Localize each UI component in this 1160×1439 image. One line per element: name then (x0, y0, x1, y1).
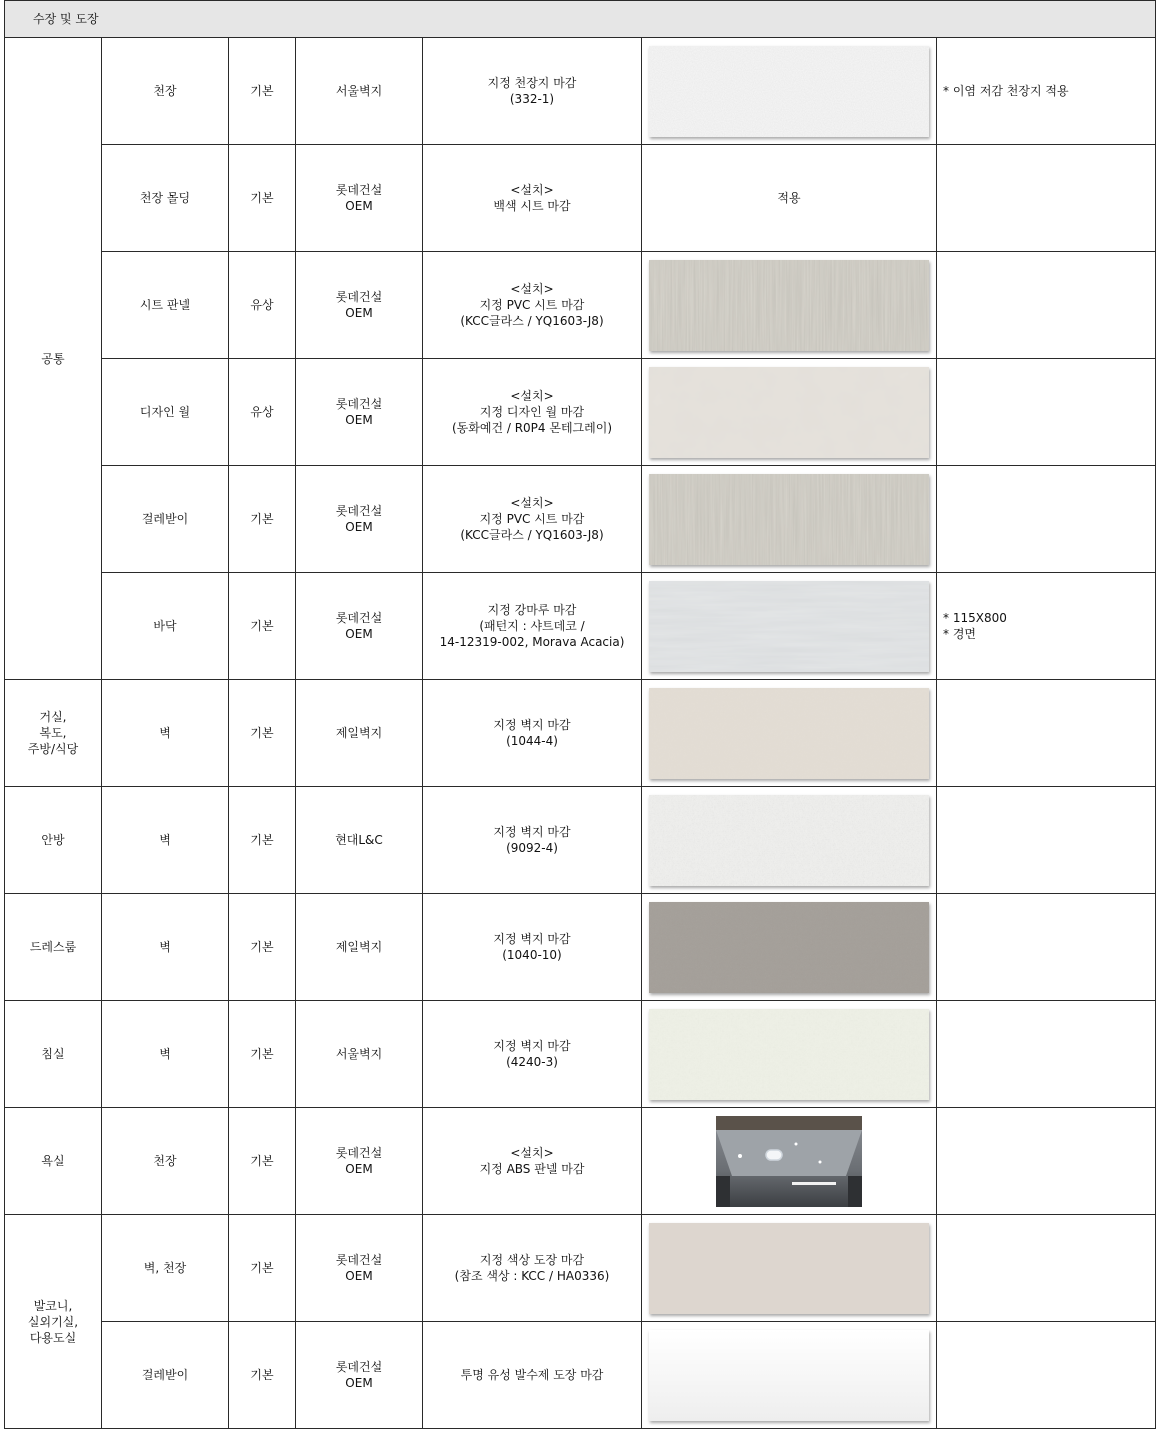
swatch-cell (642, 680, 937, 787)
table-row (5, 894, 1156, 1001)
type-cell: 기본 (229, 1215, 296, 1322)
area-cell: 거실, 복도, 주방/식당 (5, 680, 102, 787)
note-cell (937, 894, 1156, 1001)
swatch-cell (642, 1001, 937, 1108)
item-cell: 걸레받이 (102, 466, 229, 573)
swatch-cell (642, 573, 937, 680)
swatch-cell (642, 38, 937, 145)
maker-cell: 제일벽지 (296, 894, 423, 1001)
swatch-cell (642, 466, 937, 573)
maker-cell: 롯데건설 OEM (296, 359, 423, 466)
note-cell: * 이염 저감 천장지 적용 (937, 38, 1156, 145)
clear-coat-swatch (649, 1330, 929, 1421)
maker-cell: 서울벽지 (296, 1001, 423, 1108)
item-cell: 벽 (102, 894, 229, 1001)
beige-fabric-swatch (649, 688, 929, 779)
bathroom-ceiling-photo (716, 1116, 862, 1207)
type-cell: 기본 (229, 466, 296, 573)
item-cell: 벽 (102, 1001, 229, 1108)
swatch-cell (642, 1108, 937, 1215)
table-row (5, 1322, 1156, 1429)
area-cell: 드레스룸 (5, 894, 102, 1001)
spec-cell: 지정 벽지 마감 (1044-4) (423, 680, 642, 787)
applied-text: 적용 (777, 191, 801, 205)
swatch-cell (642, 145, 937, 252)
note-cell (937, 359, 1156, 466)
section-title: 수장 및 도장 (5, 1, 1156, 38)
maker-cell: 롯데건설 OEM (296, 466, 423, 573)
spec-cell: <설치> 지정 PVC 시트 마감 (KCC글라스 / YQ1603-J8) (423, 252, 642, 359)
area-cell: 욕실 (5, 1108, 102, 1215)
item-cell: 벽 (102, 680, 229, 787)
spec-cell: <설치> 지정 디자인 월 마감 (동화예건 / R0P4 몬테그레이) (423, 359, 642, 466)
note-cell (937, 1322, 1156, 1429)
note-cell (937, 252, 1156, 359)
type-cell: 기본 (229, 38, 296, 145)
type-cell: 기본 (229, 1108, 296, 1215)
table-row (5, 1001, 1156, 1108)
item-cell: 디자인 월 (102, 359, 229, 466)
note-cell (937, 787, 1156, 894)
type-cell: 기본 (229, 894, 296, 1001)
maker-cell: 현대L&C (296, 787, 423, 894)
table-row (5, 787, 1156, 894)
note-cell (937, 145, 1156, 252)
item-cell: 시트 판넬 (102, 252, 229, 359)
spec-cell: 지정 색상 도장 마감 (참조 색상 : KCC / HA0336) (423, 1215, 642, 1322)
table-row (5, 1108, 1156, 1215)
maker-cell: 제일벽지 (296, 680, 423, 787)
swatch-cell (642, 1215, 937, 1322)
note-cell (937, 1215, 1156, 1322)
spec-cell: 지정 벽지 마감 (4240-3) (423, 1001, 642, 1108)
table-row (5, 145, 1156, 252)
maker-cell: 롯데건설 OEM (296, 1108, 423, 1215)
swatch-cell (642, 359, 937, 466)
ivory-weave-swatch (649, 1009, 929, 1100)
grey-wood-grain-swatch (649, 260, 929, 351)
note-cell: * 115X800 * 경면 (937, 573, 1156, 680)
item-cell: 벽, 천장 (102, 1215, 229, 1322)
type-cell: 유상 (229, 359, 296, 466)
table-row (5, 1215, 1156, 1322)
spec-cell: 지정 벽지 마감 (9092-4) (423, 787, 642, 894)
maker-cell: 서울벽지 (296, 38, 423, 145)
type-cell: 유상 (229, 252, 296, 359)
light-stone-swatch (649, 367, 929, 458)
table-row (5, 252, 1156, 359)
item-cell: 벽 (102, 787, 229, 894)
maker-cell: 롯데건설 OEM (296, 1215, 423, 1322)
table-row (5, 466, 1156, 573)
type-cell: 기본 (229, 573, 296, 680)
area-cell: 안방 (5, 787, 102, 894)
type-cell: 기본 (229, 680, 296, 787)
maker-cell: 롯데건설 OEM (296, 252, 423, 359)
type-cell: 기본 (229, 1322, 296, 1429)
area-cell: 발코니, 실외기실, 다용도실 (5, 1215, 102, 1429)
type-cell: 기본 (229, 1001, 296, 1108)
note-cell (937, 466, 1156, 573)
note-cell (937, 1108, 1156, 1215)
item-cell: 천장 (102, 1108, 229, 1215)
spec-cell: <설치> 백색 시트 마감 (423, 145, 642, 252)
item-cell: 바닥 (102, 573, 229, 680)
table-row (5, 573, 1156, 680)
grey-wood-grain-swatch (649, 474, 929, 565)
swatch-cell (642, 787, 937, 894)
grey-fabric-swatch (649, 902, 929, 993)
maker-cell: 롯데건설 OEM (296, 573, 423, 680)
area-cell: 공통 (5, 38, 102, 680)
type-cell: 기본 (229, 787, 296, 894)
spec-cell: 지정 강마루 마감 (패턴지 : 샤트데코 / 14-12319-002, Morava Acacia) (423, 573, 642, 680)
table-row (5, 38, 1156, 145)
spec-cell: <설치> 지정 PVC 시트 마감 (KCC글라스 / YQ1603-J8) (423, 466, 642, 573)
spec-cell: 투명 유성 발수제 도장 마감 (423, 1322, 642, 1429)
area-cell: 침실 (5, 1001, 102, 1108)
table-row (5, 680, 1156, 787)
warm-grey-paint-swatch (649, 1223, 929, 1314)
spec-cell: 지정 천장지 마감 (332-1) (423, 38, 642, 145)
light-acacia-floor-swatch (649, 581, 929, 672)
maker-cell: 롯데건설 OEM (296, 1322, 423, 1429)
finish-spec-table (4, 0, 1156, 1429)
swatch-cell (642, 894, 937, 1001)
note-cell (937, 1001, 1156, 1108)
spec-cell: <설치> 지정 ABS 판넬 마감 (423, 1108, 642, 1215)
maker-cell: 롯데건설 OEM (296, 145, 423, 252)
item-cell: 천장 (102, 38, 229, 145)
white-textured-ceiling-swatch (649, 46, 929, 137)
table-row (5, 359, 1156, 466)
note-cell (937, 680, 1156, 787)
white-linen-swatch (649, 795, 929, 886)
spec-cell: 지정 벽지 마감 (1040-10) (423, 894, 642, 1001)
swatch-cell (642, 252, 937, 359)
item-cell: 천장 몰딩 (102, 145, 229, 252)
item-cell: 걸레받이 (102, 1322, 229, 1429)
type-cell: 기본 (229, 145, 296, 252)
swatch-cell (642, 1322, 937, 1429)
